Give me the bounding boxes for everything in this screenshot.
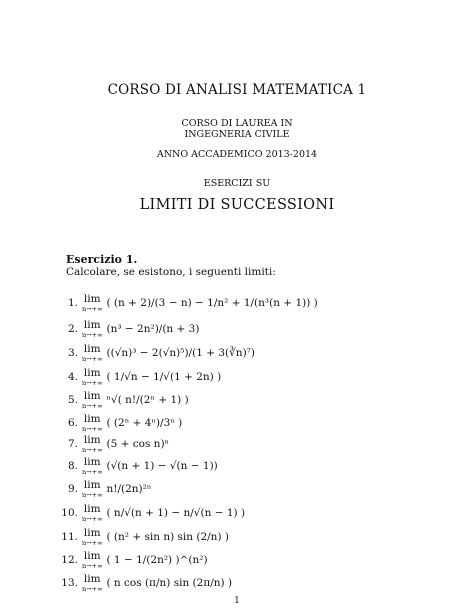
limit-expression: (√(n + 1) − √(n − 1))	[106, 460, 218, 472]
limit-item	[60, 502, 245, 524]
limit-number: 4.	[67, 371, 78, 383]
limit-word: lim	[83, 456, 101, 468]
limit-word: lim	[83, 573, 101, 585]
limit-operator	[82, 504, 103, 522]
limit-subscript: n→+∞	[82, 514, 103, 523]
limit-operator	[82, 368, 103, 386]
limit-number: 7.	[67, 438, 78, 450]
limit-operator	[82, 320, 103, 338]
limit-number: 12.	[61, 554, 78, 566]
limit-item	[60, 433, 169, 455]
limit-number: 1.	[67, 297, 78, 309]
exercises-label: ESERCIZI SU	[203, 178, 271, 189]
course-title: CORSO DI ANALISI MATEMATICA 1	[107, 82, 367, 98]
limit-number: 8.	[67, 460, 78, 472]
exercise-intro: Calcolare, se esistono, i seguenti limiti:	[66, 266, 276, 278]
limit-expression: (5 + cos n)ⁿ	[106, 438, 170, 450]
limit-word: lim	[83, 434, 101, 446]
limit-operator	[82, 435, 103, 453]
limit-subscript: n→+∞	[82, 490, 103, 499]
limit-item	[60, 526, 229, 548]
limit-subscript: n→+∞	[82, 401, 103, 410]
limit-operator	[82, 294, 103, 312]
limit-expression: (n³ − 2n²)/(n + 3)	[106, 323, 200, 335]
exercise-title: Esercizio 1.	[66, 253, 138, 266]
limit-number: 13.	[61, 577, 78, 589]
limit-subscript: n→+∞	[82, 354, 103, 363]
limit-expression: ( 1 − 1/(2n²) )^(n²)	[106, 554, 208, 566]
limit-word: lim	[83, 390, 101, 402]
limit-word: lim	[83, 367, 101, 379]
limit-word: lim	[83, 527, 101, 539]
limit-expression: ((√n)³ − 2(√n)⁵)/(1 + 3(∛n)⁷)	[106, 347, 255, 359]
limit-item	[60, 478, 151, 500]
limit-subscript: n→+∞	[82, 538, 103, 547]
limit-item	[60, 366, 221, 388]
limit-subscript: n→+∞	[82, 330, 103, 339]
limit-expression: ⁿ√( n!/(2ⁿ + 1) )	[106, 394, 189, 406]
limit-word: lim	[83, 319, 101, 331]
limit-item	[60, 342, 255, 364]
limit-number: 2.	[67, 323, 78, 335]
limit-subscript: n→+∞	[82, 445, 103, 454]
limit-item	[60, 549, 208, 571]
limit-number: 5.	[67, 394, 78, 406]
limit-expression: n!/(2n)²ⁿ	[106, 483, 152, 495]
limit-number: 6.	[67, 417, 78, 429]
limit-number: 10.	[61, 507, 78, 519]
limit-operator	[82, 391, 103, 409]
academic-year: ANNO ACCADEMICO 2013-2014	[156, 149, 318, 160]
limit-item	[60, 292, 318, 314]
limit-expression: ( n cos (π/n) sin (2π/n) )	[106, 577, 233, 589]
limit-expression: ( (n + 2)/(3 − n) − 1/n² + 1/(n³(n + 1)) )	[106, 297, 318, 309]
limit-number: 3.	[67, 347, 78, 359]
limit-expression: ( 1/√n − 1/√(1 + 2n) )	[106, 371, 222, 383]
limit-expression: ( (n² + sin n) sin (2/n) )	[106, 531, 229, 543]
limit-word: lim	[83, 479, 101, 491]
limit-word: lim	[83, 413, 101, 425]
limit-word: lim	[83, 343, 101, 355]
limit-operator	[82, 414, 103, 432]
limit-subscript: n→+∞	[82, 378, 103, 387]
limit-item	[60, 572, 232, 594]
limit-operator	[82, 457, 103, 475]
limit-operator	[82, 480, 103, 498]
degree-line-1: CORSO DI LAUREA IN	[181, 118, 293, 129]
limit-number: 11.	[61, 531, 78, 543]
limit-item	[60, 318, 199, 340]
limit-operator	[82, 344, 103, 362]
limit-expression: ( (2ⁿ + 4ⁿ)/3ⁿ )	[106, 417, 183, 429]
limit-item	[60, 412, 182, 434]
limit-subscript: n→+∞	[82, 424, 103, 433]
limit-subscript: n→+∞	[82, 584, 103, 593]
limit-operator	[82, 528, 103, 546]
limit-operator	[82, 574, 103, 592]
limit-word: lim	[83, 293, 101, 305]
limit-item	[60, 389, 189, 411]
limit-item	[60, 455, 218, 477]
limit-expression: ( n/√(n + 1) − n/√(n − 1) )	[106, 507, 246, 519]
limit-subscript: n→+∞	[82, 304, 103, 313]
degree-line-2: INGEGNERIA CIVILE	[184, 129, 290, 140]
limit-word: lim	[83, 550, 101, 562]
limit-number: 9.	[67, 483, 78, 495]
limit-word: lim	[83, 503, 101, 515]
limit-operator	[82, 551, 103, 569]
topic-title: LIMITI DI SUCCESSIONI	[139, 197, 335, 213]
page-number: 1	[234, 596, 240, 606]
limit-subscript: n→+∞	[82, 467, 103, 476]
limit-subscript: n→+∞	[82, 561, 103, 570]
